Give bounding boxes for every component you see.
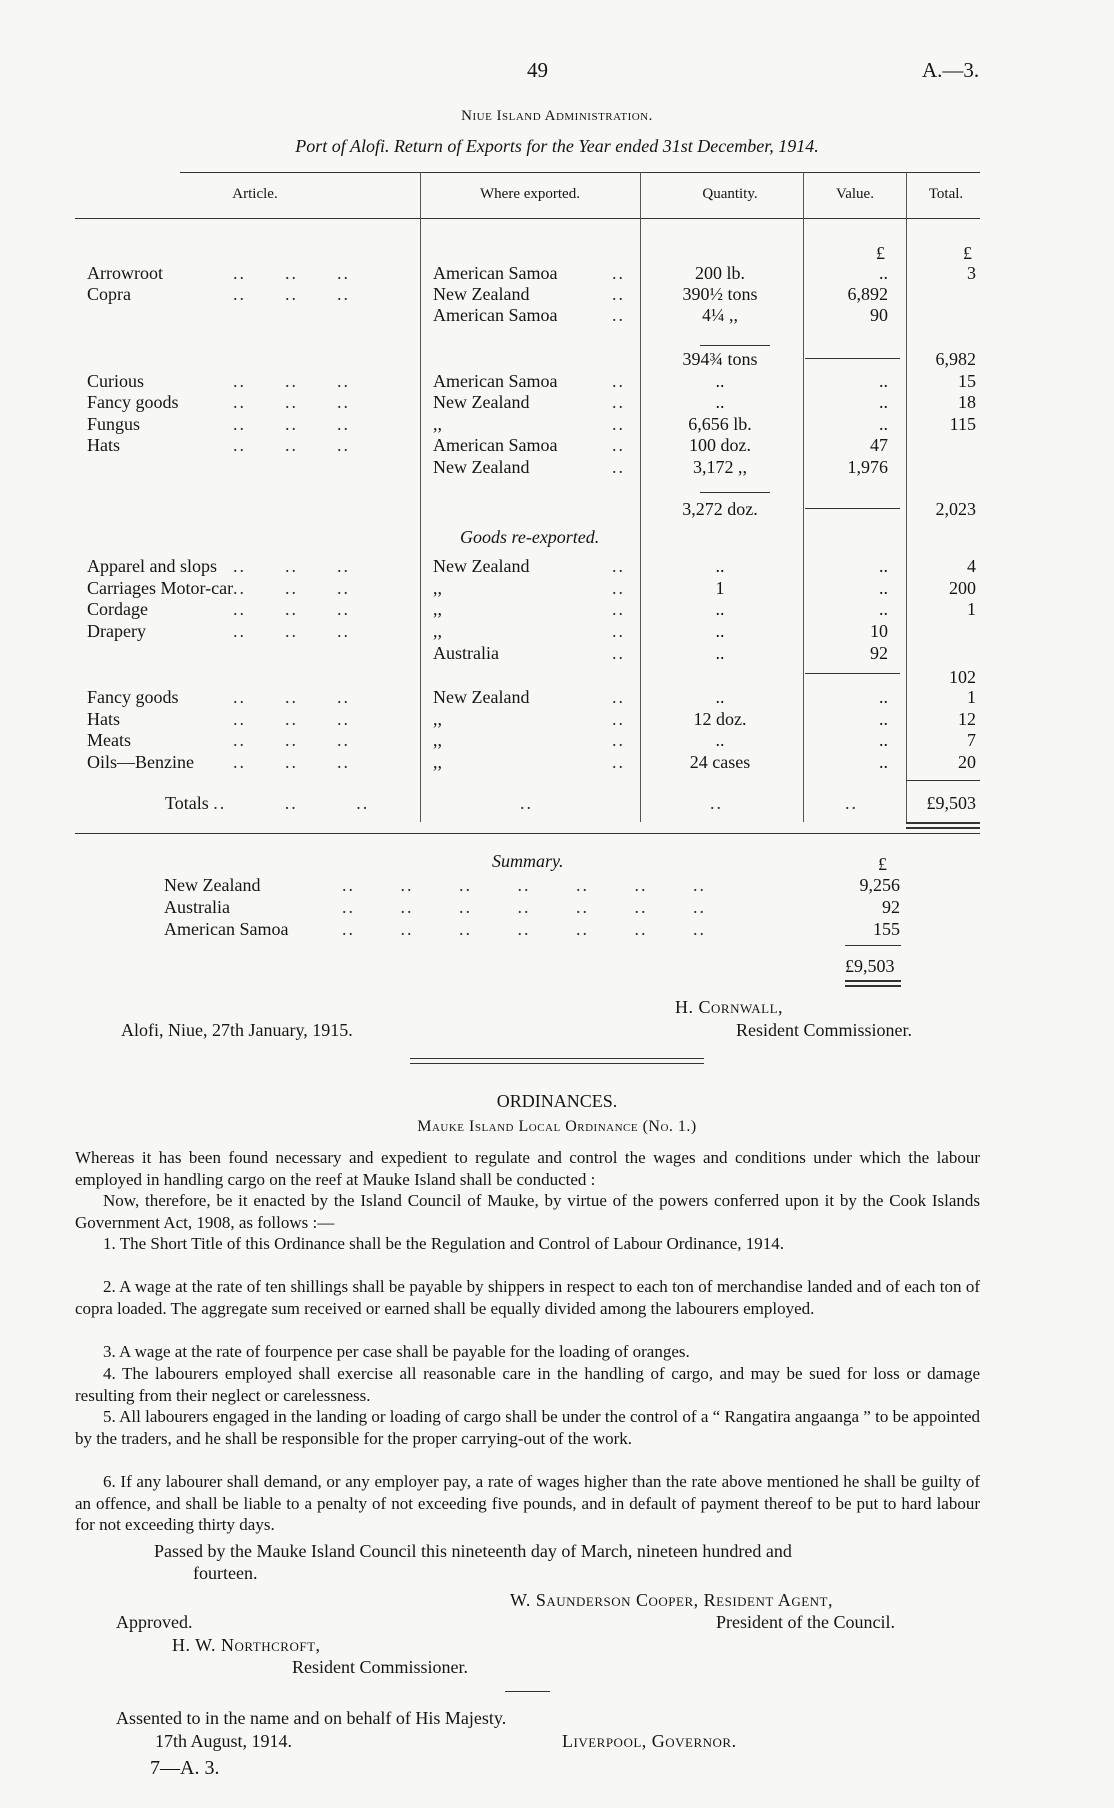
subtotal-rule xyxy=(700,492,770,493)
value: .. xyxy=(879,709,888,729)
destination: American Samoa xyxy=(433,263,558,283)
destination-leader-dots: .. xyxy=(612,643,625,663)
header-quantity: Quantity. xyxy=(702,186,758,202)
article-name: Cordage xyxy=(87,599,148,619)
article-name: Fancy goods xyxy=(87,392,179,412)
clause-6: 6. If any labourer shall demand, or any employer pay, a rate of wages higher than the rate above mentioned he shall be guilty of an offence, and shall be liable to a penalty of not exceeding five pounds, and in default of payment thereof to be put to hard labour for not exceeding thirty days. xyxy=(75,1472,980,1534)
total: 6,982 xyxy=(935,349,976,369)
value: .. xyxy=(879,599,888,619)
section-double-rule xyxy=(410,1058,704,1059)
destination: ,, xyxy=(433,414,442,434)
total: 115 xyxy=(949,414,976,434)
header-total: Total. xyxy=(928,186,964,202)
clause-4: 4. The labourers employed shall exercise all reasonable care in the handling of cargo, and may be sued for loss or damage resulting from their neglect or carelessness. xyxy=(75,1364,980,1405)
subtotal-rule xyxy=(805,358,900,359)
destination-leader-dots: .. xyxy=(612,621,625,641)
page-number: 49 xyxy=(527,58,548,82)
destination: New Zealand xyxy=(433,284,530,304)
summary-place: Australia xyxy=(164,897,230,917)
grand-total-double-rule xyxy=(906,822,980,824)
total: 1 xyxy=(967,687,976,707)
approved-label: Approved. xyxy=(116,1612,193,1632)
subtotal-rule xyxy=(700,345,770,346)
place-date: Alofi, Niue, 27th January, 1915. xyxy=(121,1020,353,1040)
value: .. xyxy=(879,578,888,598)
total: 18 xyxy=(958,392,976,412)
summary-place: New Zealand xyxy=(164,875,261,895)
quantity: 24 cases xyxy=(689,752,751,772)
totals-label: Totals .. .. .. xyxy=(165,793,370,813)
summary-leader-dots: .. .. .. .. .. .. .. xyxy=(342,897,706,917)
total: 2,023 xyxy=(935,499,976,519)
summary-label: Summary. xyxy=(492,851,564,871)
quantity: 6,656 lb. xyxy=(688,414,752,434)
value: .. xyxy=(879,414,888,434)
total: 1 xyxy=(967,599,976,619)
quantity: 3,272 doz. xyxy=(682,499,758,519)
article-leader-dots: .. .. .. xyxy=(233,752,350,772)
destination: ,, xyxy=(433,752,442,772)
article-leader-dots: .. .. .. xyxy=(233,578,350,598)
totals-dots: .. xyxy=(845,793,858,813)
assent-statement: Assented to in the name and on behalf of His Majesty. xyxy=(116,1708,507,1728)
total: 15 xyxy=(958,371,976,391)
article-name: Arrowroot xyxy=(87,263,163,283)
section-double-rule xyxy=(410,1063,704,1064)
quantity: 4¼ ,, xyxy=(702,305,738,325)
destination: New Zealand xyxy=(433,457,530,477)
destination: ,, xyxy=(433,578,442,598)
signatory-name: H. Cornwall, xyxy=(675,997,784,1017)
total: 102 xyxy=(949,667,976,687)
whereas-paragraph: Whereas it has been found necessary and expedient to regulate and control the wages and conditions under which the labour employed in handling cargo on the reef at Mauke Island shall be conducted : xyxy=(75,1148,980,1189)
article-leader-dots: .. .. .. xyxy=(233,392,350,412)
column-divider xyxy=(803,172,804,822)
summary-leader-dots: .. .. .. .. .. .. .. xyxy=(342,875,706,895)
quantity: .. xyxy=(715,371,725,391)
article-name: Copra xyxy=(87,284,131,304)
summary-place: American Samoa xyxy=(164,919,289,939)
article-name: Carriages Motor-car xyxy=(87,578,234,598)
table-bottom-rule xyxy=(75,833,980,834)
clause-5: 5. All labourers engaged in the landing or loading of cargo shall be under the control of a “ Rangatira angaanga ” to be appointed by the traders, and he shall be responsible for the proper carrying-out of the work. xyxy=(75,1407,980,1448)
summary-amount: 92 xyxy=(882,897,900,917)
subtotal-rule xyxy=(805,673,900,674)
quantity: 100 doz. xyxy=(689,435,751,455)
summary-rule xyxy=(845,945,901,946)
header-where: Where exported. xyxy=(480,186,580,202)
ordinances-heading: ORDINANCES. xyxy=(496,1091,618,1111)
table-header-rule xyxy=(75,218,980,219)
resident-agent: W. Saunderson Cooper, Resident Agent, xyxy=(510,1590,833,1610)
quantity: .. xyxy=(715,621,725,641)
approver-role: Resident Commissioner. xyxy=(292,1657,469,1677)
total: 12 xyxy=(958,709,976,729)
quantity: 200 lb. xyxy=(694,263,745,283)
destination-leader-dots: .. xyxy=(612,457,625,477)
assent-date: 17th August, 1914. xyxy=(155,1731,293,1751)
destination: American Samoa xyxy=(433,305,558,325)
ordinance-subheading: Mauke Island Local Ordinance (No. 1.) xyxy=(417,1118,697,1135)
destination: ,, xyxy=(433,709,442,729)
totals-rule xyxy=(906,780,980,781)
value-currency: £ xyxy=(876,243,885,263)
signatory-role: Resident Commissioner. xyxy=(736,1020,913,1040)
value: 10 xyxy=(870,621,888,641)
article-leader-dots: .. .. .. xyxy=(233,435,350,455)
agent-role: President of the Council. xyxy=(716,1612,895,1632)
total: 20 xyxy=(958,752,976,772)
destination: New Zealand xyxy=(433,687,530,707)
destination-leader-dots: .. xyxy=(612,414,625,434)
value: .. xyxy=(879,263,888,283)
passed-line-1: Passed by the Mauke Island Council this nineteenth day of March, nineteen hundred and xyxy=(154,1541,792,1561)
totals-dots: .. xyxy=(710,793,723,813)
value: .. xyxy=(879,730,888,750)
value: 6,892 xyxy=(847,284,888,304)
destination: Australia xyxy=(433,643,499,663)
article-leader-dots: .. .. .. xyxy=(233,599,350,619)
destination-leader-dots: .. xyxy=(612,284,625,304)
value: .. xyxy=(879,687,888,707)
destination-leader-dots: .. xyxy=(612,752,625,772)
quantity: 394¾ tons xyxy=(682,349,758,369)
assent-rule xyxy=(505,1691,550,1692)
article-leader-dots: .. .. .. xyxy=(233,687,350,707)
subtotal-rule xyxy=(805,508,900,509)
destination: ,, xyxy=(433,599,442,619)
quantity: 3,172 ,, xyxy=(693,457,747,477)
quantity: .. xyxy=(715,599,725,619)
totals-dots: .. xyxy=(520,793,533,813)
enactment-paragraph: Now, therefore, be it enacted by the Island Council of Mauke, by virtue of the powers conferred upon it by the Cook Islands Government Act, 1908, as follows :— xyxy=(75,1191,980,1232)
clause-3: 3. A wage at the rate of fourpence per case shall be payable for the loading of oranges. xyxy=(103,1342,690,1361)
quantity: 12 doz. xyxy=(693,709,747,729)
summary-double-rule xyxy=(845,980,901,982)
article-leader-dots: .. .. .. xyxy=(233,730,350,750)
total-currency: £ xyxy=(963,243,972,263)
article-name: Hats xyxy=(87,435,120,455)
destination: American Samoa xyxy=(433,435,558,455)
destination: ,, xyxy=(433,621,442,641)
quantity: 390½ tons xyxy=(682,284,758,304)
clause-1: 1. The Short Title of this Ordinance shall be the Regulation and Control of Labour Ordinance, 1914. xyxy=(103,1234,784,1253)
value: 1,976 xyxy=(847,457,888,477)
destination-leader-dots: .. xyxy=(612,556,625,576)
summary-currency: £ xyxy=(878,854,887,874)
article-name: Apparel and slops xyxy=(87,556,217,576)
article-leader-dots: .. .. .. xyxy=(233,621,350,641)
total: 200 xyxy=(949,578,976,598)
destination: New Zealand xyxy=(433,392,530,412)
governor-signature: Liverpool, Governor. xyxy=(562,1731,737,1751)
table-top-rule xyxy=(180,172,980,173)
value: .. xyxy=(879,371,888,391)
reexport-label: Goods re-exported. xyxy=(460,527,600,547)
summary-leader-dots: .. .. .. .. .. .. .. xyxy=(342,919,706,939)
quantity: .. xyxy=(715,730,725,750)
clause-2: 2. A wage at the rate of ten shillings shall be payable by shippers in respect to each ton of merchandise landed and of each ton of copra loaded. The aggregate sum received or earned shall be equally divided among the labourers employed. xyxy=(75,1277,980,1318)
page-code: A.—3. xyxy=(922,58,980,82)
article-name: Fungus xyxy=(87,414,141,434)
article-name: Fancy goods xyxy=(87,687,179,707)
summary-amount: 155 xyxy=(873,919,900,939)
value: .. xyxy=(879,392,888,412)
article-leader-dots: .. .. .. xyxy=(233,371,350,391)
destination: ,, xyxy=(433,730,442,750)
quantity: .. xyxy=(715,643,725,663)
article-name: Drapery xyxy=(87,621,146,641)
header-article: Article. xyxy=(232,186,278,202)
destination-leader-dots: .. xyxy=(612,578,625,598)
summary-amount: 9,256 xyxy=(859,875,900,895)
approver-name: H. W. Northcroft, xyxy=(172,1635,321,1655)
destination-leader-dots: .. xyxy=(612,599,625,619)
summary-total: £9,503 xyxy=(845,956,895,976)
destination-leader-dots: .. xyxy=(612,392,625,412)
article-name: Oils—Benzine xyxy=(87,752,194,772)
article-name: Hats xyxy=(87,709,120,729)
grand-total-double-rule xyxy=(906,827,980,829)
article-leader-dots: .. .. .. xyxy=(233,709,350,729)
total: 4 xyxy=(967,556,976,576)
value: 90 xyxy=(870,305,888,325)
header-value: Value. xyxy=(836,186,874,202)
destination: New Zealand xyxy=(433,556,530,576)
article-leader-dots: .. .. .. xyxy=(233,556,350,576)
return-title: Port of Alofi. Return of Exports for the Year ended 31st December, 1914. xyxy=(295,136,819,156)
article-name: Curious xyxy=(87,371,145,391)
passed-line-2: fourteen. xyxy=(193,1563,258,1583)
destination-leader-dots: .. xyxy=(612,709,625,729)
destination-leader-dots: .. xyxy=(612,435,625,455)
administration-title: Niue Island Administration. xyxy=(461,108,653,124)
summary-double-rule xyxy=(845,985,901,987)
article-name: Meats xyxy=(87,730,131,750)
quantity: .. xyxy=(715,556,725,576)
footer-code: 7—A. 3. xyxy=(150,1757,220,1779)
column-divider xyxy=(420,172,421,822)
value: .. xyxy=(879,556,888,576)
article-leader-dots: .. .. .. xyxy=(233,414,350,434)
value: 92 xyxy=(870,643,888,663)
value: .. xyxy=(879,752,888,772)
destination-leader-dots: .. xyxy=(612,371,625,391)
destination-leader-dots: .. xyxy=(612,305,625,325)
value: 47 xyxy=(870,435,888,455)
destination-leader-dots: .. xyxy=(612,730,625,750)
quantity: 1 xyxy=(715,578,725,598)
destination-leader-dots: .. xyxy=(612,687,625,707)
quantity: .. xyxy=(715,392,725,412)
quantity: .. xyxy=(715,687,725,707)
grand-total: £9,503 xyxy=(926,793,976,813)
column-divider xyxy=(640,172,641,822)
total: 7 xyxy=(967,730,976,750)
total: 3 xyxy=(967,263,976,283)
destination-leader-dots: .. xyxy=(612,263,625,283)
destination: American Samoa xyxy=(433,371,558,391)
article-leader-dots: .. .. .. xyxy=(233,284,350,304)
article-leader-dots: .. .. .. xyxy=(233,263,350,283)
